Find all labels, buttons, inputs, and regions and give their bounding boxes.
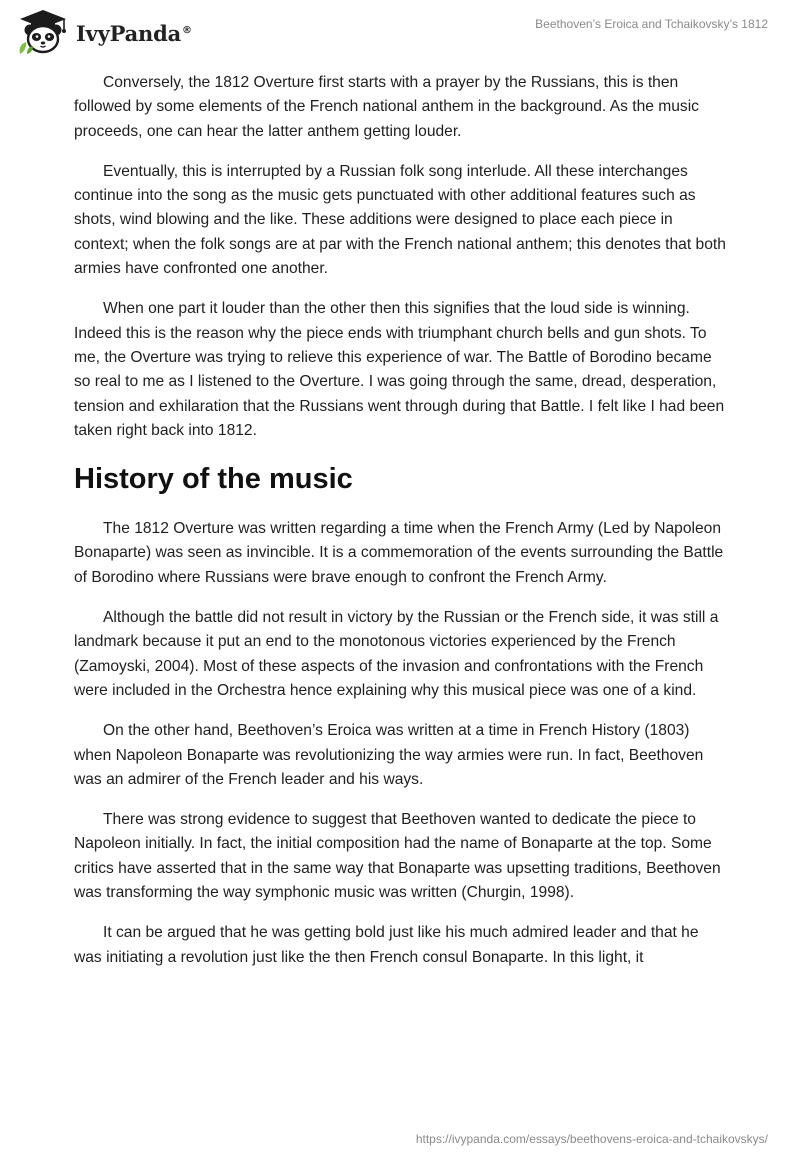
essay-body: [74, 71, 729, 986]
page-header: [0, 0, 800, 70]
paragraph: Eventually, this is interrupted by a Russian folk song interlude. All these interchanges continue into the song as the music gets punctuated with other additional features such as shots, wind blowing and the like. These additions were designed to place each piece in context; when the folk songs are at par with the French national anthem; this denotes that both armies have confronted one another.: [74, 162, 726, 278]
brand-name: [76, 21, 192, 46]
section-heading: History of the music: [74, 463, 353, 496]
paragraph: When one part it louder than the other then this signifies that the loud side is winning. Indeed this is the reason why the piece ends with triumphant church bells and gun shots. To me, the Overture was trying to relieve this experience of war. The Battle of Borodino became so real to me as I listened to the Overture. I was going through the same, dread, desperation, tension and exhilaration that the Russians went through during that Battle. I felt like I had been taken right back into 1812.: [74, 300, 725, 439]
document-title: Beethoven’s Eroica and Tchaikovsky’s 1812: [535, 17, 768, 31]
paragraph: It can be argued that he was getting bold just like his much admired leader and that he was initiating a revolution just like the then French consul Bonaparte. In this light, it: [74, 924, 699, 966]
paragraph: On the other hand, Beethoven’s Eroica was written at a time in French History (1803) when Napoleon Bonaparte was revolutionizing the way armies were run. In fact, Beethoven was an admirer of the French leader and his ways.: [74, 722, 704, 788]
paragraph: There was strong evidence to suggest that Beethoven wanted to dedicate the piece to Napoleon initially. In fact, the initial composition had the name of Bonaparte at the top. Some critics have asserted that in the same way that Bonaparte was upsetting traditions, Beethoven was transforming the way symphonic music was written (Churgin, 1998).: [74, 811, 721, 902]
panda-graduate-icon: [14, 8, 72, 56]
paragraph: Although the battle did not result in victory by the Russian or the French side, it was still a landmark because it put an end to the monotonous victories experienced by the French (Zamoyski, 2004). Most of these aspects of the invasion and confrontations with the French were included in the Orchestra hence explaining why this musical piece was one of a kind.: [74, 609, 719, 699]
paragraph: Conversely, the 1812 Overture first starts with a prayer by the Russians, this is then followed by some elements of the French national anthem in the background. As the music proceeds, one can hear the latter anthem getting louder.: [74, 74, 699, 140]
registered-mark: ®: [182, 24, 192, 36]
ivypanda-logo[interactable]: [14, 8, 192, 56]
paragraph: The 1812 Overture was written regarding a time when the French Army (Led by Napoleon Bonaparte) was seen as invincible. It is a commemoration of the events surrounding the Battle of Borodino where Russians were brave enough to confront the French Army.: [74, 520, 724, 586]
brand-name-text: IvyPanda: [76, 20, 182, 46]
source-url-link[interactable]: https://ivypanda.com/essays/beethovens-eroica-and-tchaikovskys/: [415, 1132, 768, 1146]
